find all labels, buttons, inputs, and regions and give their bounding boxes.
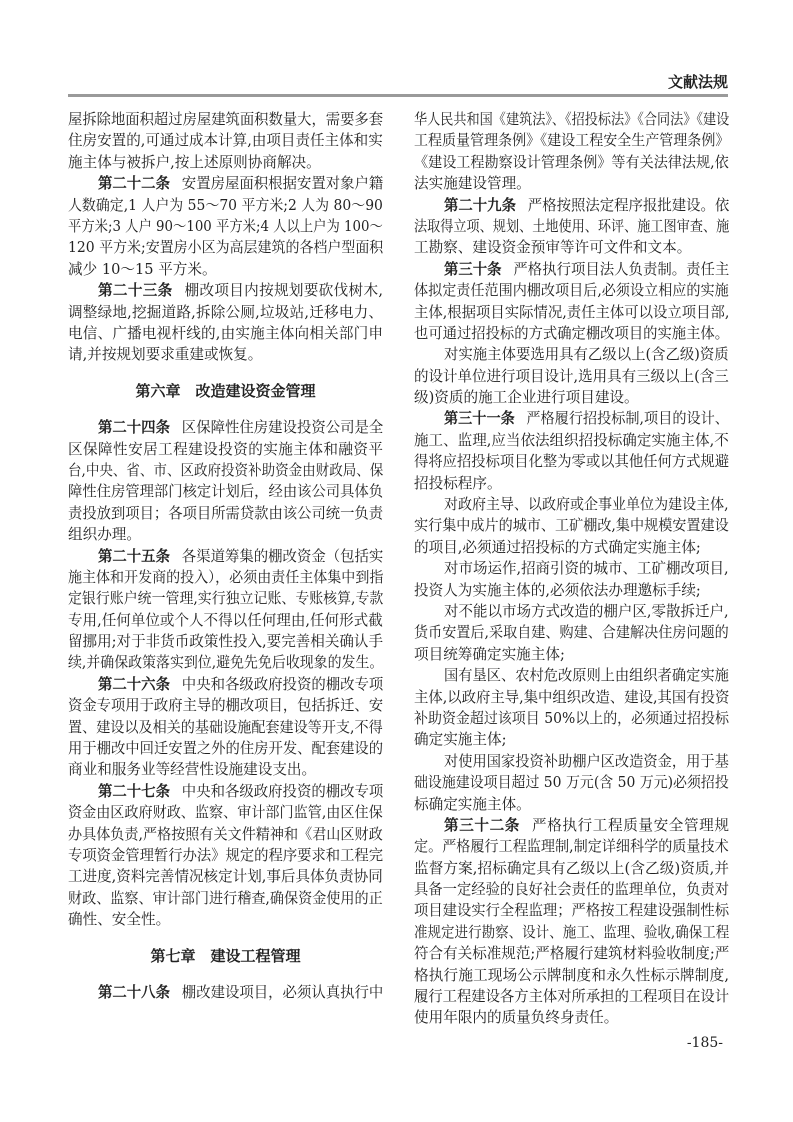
text-line bbox=[414, 109, 729, 130]
paragraph bbox=[68, 109, 383, 173]
page-number: -185- bbox=[686, 1035, 723, 1051]
line-text: 调整绿地,挖掘道路,拆除公厕,垃圾站,迁移电力、 bbox=[68, 303, 383, 321]
article-number: 第二十八条 bbox=[98, 984, 170, 1002]
line-text: 严格执行项目法人负责制。责任主 bbox=[513, 260, 730, 278]
text-line bbox=[68, 567, 383, 588]
line-text: 严格按照法定程序报批建设。依 bbox=[527, 196, 730, 214]
article bbox=[414, 815, 729, 1029]
line-text: 财政、监察、审计部门进行稽查,确保资金使用的正 bbox=[68, 889, 383, 907]
text-line bbox=[414, 580, 729, 601]
text-line bbox=[414, 815, 729, 836]
text-line bbox=[68, 909, 383, 930]
line-text: 招投标程序。 bbox=[414, 474, 502, 492]
text-line bbox=[414, 794, 729, 815]
line-text: 的设计单位进行项目设计,选用具有三级以上(含三 bbox=[414, 367, 729, 385]
line-text: 主体,以政府主导,集中组织改造、建设,其国有投资 bbox=[414, 688, 730, 706]
text-line bbox=[68, 588, 383, 609]
line-text: 棚改项目内按规划要砍伐树木, bbox=[184, 282, 383, 300]
text-line bbox=[414, 879, 729, 900]
text-line bbox=[414, 152, 729, 173]
line-text: 确定实施主体; bbox=[414, 731, 507, 749]
paragraph bbox=[414, 109, 729, 195]
line-text: 施主体与被拆户,按上述原则协商解决。 bbox=[68, 153, 321, 171]
chapter-heading: 第六章 改造建设资金管理 bbox=[135, 381, 316, 400]
text-line bbox=[68, 152, 383, 173]
text-line bbox=[414, 986, 729, 1007]
text-line bbox=[68, 481, 383, 502]
text-line bbox=[414, 344, 729, 365]
line-text: 资金由区政府财政、监察、审计部门监管,由区住保 bbox=[68, 804, 383, 822]
line-text: 专项资金管理暂行办法》规定的程序要求和工程完 bbox=[68, 847, 384, 864]
text-line bbox=[68, 173, 383, 194]
article bbox=[68, 280, 383, 366]
text-line bbox=[68, 302, 383, 323]
text-line bbox=[68, 631, 383, 652]
text-line bbox=[68, 460, 383, 481]
paragraph bbox=[414, 494, 729, 558]
text-line bbox=[414, 494, 729, 515]
text-line bbox=[68, 982, 383, 1003]
line-text: 平方米;3 人户 90～100 平方米;4 人以上户为 100～ bbox=[68, 217, 383, 235]
text-line bbox=[414, 237, 729, 258]
text-line bbox=[414, 302, 729, 323]
text-line bbox=[414, 558, 729, 579]
text-line bbox=[414, 601, 729, 622]
text-line bbox=[414, 922, 729, 943]
line-text: 《建设工程勘察设计管理条例》等有关法律法规,依 bbox=[414, 153, 729, 171]
text-line bbox=[414, 644, 729, 665]
line-text: 120 平方米;安置房小区为高层建筑的各档户型面积 bbox=[68, 239, 384, 257]
line-text: 组织办理。 bbox=[68, 526, 141, 544]
line-text: 续,并确保政策落实到位,避免先免后收现象的发生。 bbox=[68, 654, 384, 672]
text-line bbox=[414, 943, 729, 964]
line-text: 监督方案,招标确定具有乙级以上(含乙级)资质,并 bbox=[414, 859, 729, 877]
line-text: 使用年限内的质量负终身责任。 bbox=[414, 1009, 619, 1027]
text-line bbox=[68, 344, 383, 365]
line-text: 工进度,资料完善情况核定计划,事后具体负责协同 bbox=[68, 868, 383, 886]
article bbox=[68, 417, 383, 545]
text-line bbox=[68, 781, 383, 802]
article bbox=[68, 781, 383, 931]
text-line bbox=[68, 259, 383, 280]
text-line bbox=[68, 845, 383, 866]
line-text: 电信、广播电视杆线的,由实施主体向相关部门申 bbox=[68, 324, 383, 342]
line-text: 体拟定责任范围内棚改项目后,必须设立相应的实施 bbox=[414, 282, 729, 300]
paragraph bbox=[414, 665, 729, 751]
line-text: 对市场运作,招商引资的城市、工矿棚改项目, bbox=[444, 560, 729, 578]
text-line bbox=[414, 130, 729, 151]
article-number: 第二十六条 bbox=[98, 675, 170, 693]
article-number: 第二十九条 bbox=[444, 196, 516, 214]
text-line bbox=[414, 708, 729, 729]
text-line bbox=[68, 439, 383, 460]
line-text: 确性、安全性。 bbox=[68, 911, 171, 929]
text-line bbox=[68, 323, 383, 344]
text-line bbox=[414, 259, 729, 280]
line-text: 准规定进行勘察、设计、施工、监理、验收,确保工程 bbox=[414, 923, 730, 941]
text-line bbox=[414, 537, 729, 558]
text-line bbox=[414, 965, 729, 986]
article-number: 第二十二条 bbox=[98, 175, 170, 193]
text-line bbox=[414, 473, 729, 494]
text-line bbox=[68, 674, 383, 695]
text-line bbox=[414, 900, 729, 921]
paragraph bbox=[414, 601, 729, 665]
line-text: 项目统筹确定实施主体; bbox=[414, 645, 565, 663]
line-text: 留挪用;对于非货币政策性投入,要完善相关确认手 bbox=[68, 633, 384, 651]
article-number: 第二十四条 bbox=[98, 419, 170, 437]
line-text: 办具体负责,严格按照有关文件精神和《君山区财政 bbox=[68, 825, 383, 843]
text-line bbox=[68, 866, 383, 887]
text-line bbox=[414, 387, 729, 408]
line-text: 标确定实施主体。 bbox=[414, 795, 531, 813]
line-text: 级)资质的施工企业进行项目建设。 bbox=[414, 389, 639, 407]
text-line bbox=[414, 622, 729, 643]
line-text: 施主体和开发商的投入），必须由责任主体集中到指 bbox=[68, 568, 384, 586]
article bbox=[68, 982, 383, 1003]
line-text: 国有垦区、农村危改原则上由组织者确定实施 bbox=[444, 667, 729, 685]
line-text: 履行工程建设各方主体对所承担的工程项目在设计 bbox=[414, 988, 730, 1006]
text-line bbox=[68, 130, 383, 151]
chapter-heading: 第七章 建设工程管理 bbox=[150, 946, 301, 965]
line-text: 资金专项用于政府主导的棚改项目，包括拆迁、安 bbox=[68, 697, 384, 715]
right-column bbox=[414, 109, 729, 1029]
line-text: 补助资金超过该项目 50%以上的，必须通过招投标 bbox=[414, 709, 729, 727]
text-line bbox=[68, 802, 383, 823]
text-line bbox=[68, 195, 383, 216]
line-text: 住房安置的,可通过成本计算,由项目责任主体和实 bbox=[68, 132, 383, 150]
line-text: 对不能以市场方式改造的棚户区,零散拆迁户, bbox=[444, 602, 729, 620]
line-text: 置、建设以及相关的基础设施配套建设等开支,不得 bbox=[68, 718, 383, 736]
text-line bbox=[414, 280, 729, 301]
line-text: 货币安置后,采取自建、购建、合建解决住房问题的 bbox=[414, 624, 729, 642]
line-text: 台,中央、省、市、区政府投资补助资金由财政局、保 bbox=[68, 461, 384, 479]
header-rule bbox=[68, 94, 728, 97]
article-number: 第三十二条 bbox=[444, 816, 520, 834]
article bbox=[68, 674, 383, 781]
text-line bbox=[414, 515, 729, 536]
text-line bbox=[68, 738, 383, 759]
paragraph bbox=[414, 751, 729, 815]
line-text: 主体,根据项目实际情况,责任主体可以设立项目部, bbox=[414, 303, 730, 321]
text-line bbox=[68, 652, 383, 673]
line-text: 对使用国家投资补助棚户区改造资金，用于基 bbox=[444, 752, 729, 770]
line-text: 符合有关标准规范;严格履行建筑材料验收制度;严 bbox=[414, 945, 730, 963]
line-text: 具备一定经验的良好社会责任的监理单位，负责对 bbox=[414, 881, 730, 899]
text-line bbox=[414, 366, 729, 387]
line-text: 投资人为实施主体的,必须依法办理邀标手续; bbox=[414, 581, 701, 599]
line-text: 中央和各级政府投资的棚改专项 bbox=[181, 675, 384, 693]
line-text: 各渠道筹集的棚改资金（包括实 bbox=[181, 547, 384, 565]
left-column bbox=[68, 109, 383, 1003]
text-line bbox=[414, 323, 729, 344]
text-line bbox=[414, 408, 729, 429]
line-text: 用于棚改中回迁安置之外的住房开发、配套建设的 bbox=[68, 740, 384, 758]
line-text: 减少 10～15 平方米。 bbox=[68, 260, 217, 278]
text-line bbox=[68, 216, 383, 237]
text-line bbox=[414, 836, 729, 857]
paragraph bbox=[414, 558, 729, 601]
line-text: 格执行施工现场公示牌制度和永久性标示牌制度, bbox=[414, 966, 729, 984]
article-number: 第二十七条 bbox=[98, 782, 170, 800]
line-text: 的项目,必须通过招投标的方式确定实施主体; bbox=[414, 538, 701, 556]
text-line bbox=[68, 109, 383, 130]
line-text: 定。严格履行工程监理制,制定详细科学的质量技术 bbox=[414, 838, 729, 856]
text-line bbox=[68, 695, 383, 716]
article bbox=[414, 195, 729, 259]
text-line bbox=[68, 546, 383, 567]
line-text: 障性住房管理部门核定计划后，经由该公司具体负 bbox=[68, 483, 384, 501]
text-line bbox=[68, 237, 383, 258]
text-line bbox=[414, 665, 729, 686]
line-text: 棚改建设项目，必须认真执行中 bbox=[181, 984, 384, 1002]
text-line bbox=[414, 195, 729, 216]
article-number: 第二十三条 bbox=[98, 282, 173, 300]
article bbox=[414, 408, 729, 494]
text-line bbox=[68, 888, 383, 909]
text-line bbox=[414, 173, 729, 194]
line-text: 严格履行招投标制,项目的设计、 bbox=[526, 410, 729, 428]
line-text: 专用,任何单位或个人不得以任何理由,任何形式截 bbox=[68, 611, 383, 629]
article-number: 第三十条 bbox=[444, 260, 502, 278]
line-text: 商业和服务业等经营性设施建设支出。 bbox=[68, 761, 317, 779]
line-text: 严格执行工程质量安全管理规 bbox=[532, 816, 729, 834]
line-text: 请,并按规划要求重建或恢复。 bbox=[68, 346, 263, 364]
line-text: 人数确定,1 人户为 55～70 平方米;2 人为 80～90 bbox=[68, 196, 383, 214]
section-label: 文献法规 bbox=[667, 73, 728, 91]
line-text: 定银行账户统一管理,实行独立记账、专账核算,专款 bbox=[68, 590, 384, 608]
line-text: 区保障性安居工程建设投资的实施主体和融资平 bbox=[68, 440, 383, 458]
article bbox=[414, 259, 729, 345]
text-line bbox=[68, 610, 383, 631]
line-text: 对实施主体要选用具有乙级以上(含乙级)资质 bbox=[444, 346, 729, 364]
text-line bbox=[68, 759, 383, 780]
paragraph bbox=[414, 344, 729, 408]
text-line bbox=[414, 451, 729, 472]
line-text: 施工、监理,应当依法组织招投标确定实施主体,不 bbox=[414, 431, 729, 449]
line-text: 础设施建设项目超过 50 万元(含 50 万元)必须招投 bbox=[414, 774, 729, 792]
text-line bbox=[414, 1007, 729, 1028]
text-line bbox=[414, 687, 729, 708]
text-line bbox=[68, 524, 383, 545]
text-line bbox=[68, 417, 383, 438]
line-text: 法取得立项、规划、土地使用、环评、施工图审查、施 bbox=[414, 217, 730, 235]
line-text: 对政府主导、以政府或企事业单位为建设主体, bbox=[444, 496, 729, 514]
text-line bbox=[68, 824, 383, 845]
text-line bbox=[68, 503, 383, 524]
article bbox=[68, 173, 383, 280]
line-text: 得将应招投标项目化整为零或以其他任何方式规避 bbox=[414, 453, 730, 471]
line-text: 工勘察、建设资金预审等许可文件和文本。 bbox=[414, 239, 692, 257]
line-text: 工程质量管理条例》《建设工程安全生产管理条例》 bbox=[414, 132, 730, 150]
text-line bbox=[68, 280, 383, 301]
line-text: 屋拆除地面积超过房屋建筑面积数量大，需要多套 bbox=[68, 111, 384, 128]
line-text: 法实施建设管理。 bbox=[414, 175, 531, 193]
line-text: 责投放到项目；各项目所需贷款由该公司统一负责 bbox=[68, 504, 384, 522]
line-text: 实行集中成片的城市、工矿棚改,集中规模安置建设 bbox=[414, 517, 729, 535]
line-text: 华人民共和国《建筑法》、《招投标法》《合同法》《建设 bbox=[414, 111, 730, 128]
line-text: 安置房屋面积根据安置对象户籍 bbox=[181, 175, 384, 193]
text-line bbox=[414, 729, 729, 750]
text-line bbox=[414, 430, 729, 451]
text-line bbox=[414, 858, 729, 879]
line-text: 也可通过招投标的方式确定棚改项目的实施主体。 bbox=[414, 324, 730, 342]
text-line bbox=[414, 216, 729, 237]
line-text: 项目建设实行全程监理；严格按工程建设强制性标 bbox=[414, 902, 730, 920]
article-number: 第三十一条 bbox=[444, 410, 515, 428]
article-number: 第二十五条 bbox=[98, 547, 170, 565]
text-line bbox=[68, 717, 383, 738]
text-line bbox=[414, 772, 729, 793]
article bbox=[68, 546, 383, 674]
text-line bbox=[414, 751, 729, 772]
line-text: 中央和各级政府投资的棚改专项 bbox=[181, 782, 384, 800]
line-text: 区保障性住房建设投资公司是全 bbox=[181, 419, 384, 437]
